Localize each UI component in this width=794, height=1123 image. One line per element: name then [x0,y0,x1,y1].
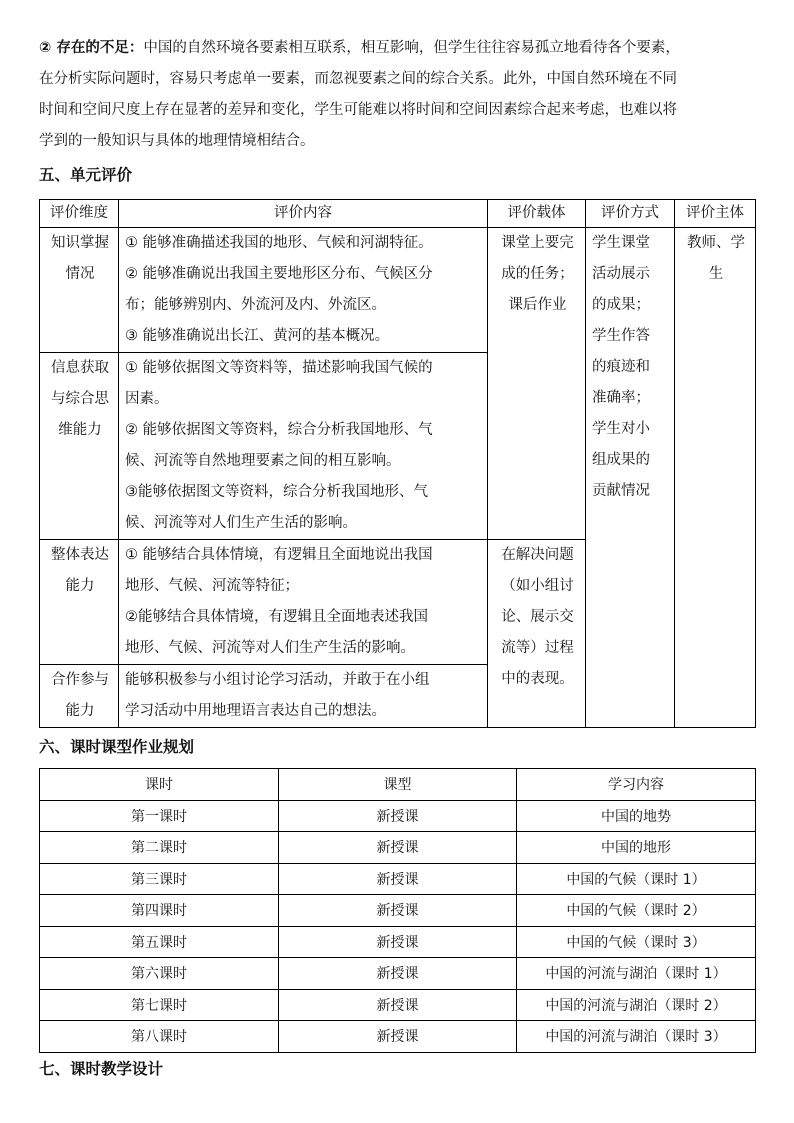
period-cell: 第三课时 [40,863,279,895]
period-cell: 第七课时 [40,989,279,1021]
column-header: 学习内容 [517,769,756,801]
table-row [40,1021,756,1053]
dimension-cell: 合作参与 能力 [40,665,119,728]
section-heading-lesson-plan: 六、课时课型作业规划 [39,738,195,756]
column-header: 评价方式 [586,200,675,228]
paragraph-line: 时间和空间尺度上存在显著的差异和变化，学生可能难以将时间和空间因素综合起来考虑，也难以将 [39,102,677,118]
paragraph-line: ② 存在的不足：中国的自然环境各要素相互联系，相互影响，但学生往往容易孤立地看待各个要素， [39,40,680,56]
lesson-type-cell: 新授课 [279,895,517,927]
lesson-type-cell: 新授课 [279,800,517,832]
table-row [40,926,756,958]
table-row [40,863,756,895]
table-row [40,228,756,353]
section-heading-unit-evaluation: 五、单元评价 [39,166,133,184]
lesson-plan-table [39,768,756,1053]
dimension-cell: 信息获取 与综合思 维能力 [40,353,119,540]
content-cell: ① 能够准确描述我国的地形、气候和河湖特征。 ② 能够准确说出我国主要地形区分布、气候区分 布；能够辨别内、外流河及内、外流区。 ③ 能够准确说出长江、黄河的基本概况。 [119,228,488,353]
content-cell: 中国的河流与湖泊（课时 2） [517,989,756,1021]
shortcomings-paragraph [39,33,761,157]
dimension-cell: 知识掌握 情况 [40,228,119,353]
column-header: 评价载体 [488,200,586,228]
content-cell: ① 能够结合具体情境，有逻辑且全面地说出我国 地形、气候、河流等特征； ②能够结合具体情境，有逻辑且全面地表述我国 地形、气候、河流等对人们生产生活的影响。 [119,540,488,665]
content-cell: 中国的气候（课时 1） [517,863,756,895]
content-cell: 中国的河流与湖泊（课时 3） [517,1021,756,1053]
column-header: 评价主体 [675,200,756,228]
table-row [40,895,756,927]
dimension-cell: 整体表达 能力 [40,540,119,665]
lesson-type-cell: 新授课 [279,989,517,1021]
column-header: 评价维度 [40,200,119,228]
period-cell: 第一课时 [40,800,279,832]
method-cell: 学生课堂 活动展示 的成果； 学生作答 的痕迹和 准确率； 学生对小 组成果的 贡献情况 [586,228,675,728]
content-cell: 中国的地形 [517,832,756,864]
period-cell: 第六课时 [40,958,279,990]
lesson-type-cell: 新授课 [279,832,517,864]
unit-evaluation-table [39,199,756,728]
column-header: 课型 [279,769,517,801]
column-header: 评价内容 [119,200,488,228]
content-cell: 中国的地势 [517,800,756,832]
period-cell: 第五课时 [40,926,279,958]
lesson-type-cell: 新授课 [279,958,517,990]
subject-cell: 教师、学 生 [675,228,756,728]
content-cell: 能够积极参与小组讨论学习活动，并敢于在小组 学习活动中用地理语言表达自己的想法。 [119,665,488,728]
table-row [40,989,756,1021]
paragraph-line: 学到的一般知识与具体的地理情境相结合。 [39,133,315,149]
content-cell: ① 能够依据图文等资料等，描述影响我国气候的 因素。 ② 能够依据图文等资料，综合分析我国地形、气 候、河流等自然地理要素之间的相互影响。 ③能够依据图文等资料，综合分析我国地形、气 候、河流等对人们生产生活的影响。 [119,353,488,540]
lesson-type-cell: 新授课 [279,926,517,958]
period-cell: 第八课时 [40,1021,279,1053]
table-header-row [40,769,756,801]
lesson-type-cell: 新授课 [279,1021,517,1053]
content-cell: 中国的气候（课时 3） [517,926,756,958]
lesson-type-cell: 新授课 [279,863,517,895]
period-cell: 第二课时 [40,832,279,864]
carrier-cell: 在解决问题 （如小组讨 论、展示交 流等）过程 中的表现。 [488,540,586,728]
column-header: 课时 [40,769,279,801]
paragraph-lead: ② 存在的不足： [39,40,144,56]
table-row [40,832,756,864]
period-cell: 第四课时 [40,895,279,927]
table-row [40,800,756,832]
table-row [40,958,756,990]
section-heading-lesson-design: 七、课时教学设计 [39,1060,164,1078]
paragraph-line: 在分析实际问题时，容易只考虑单一要素，而忽视要素之间的综合关系。此外，中国自然环境在不同 [39,71,677,87]
table-header-row [40,200,756,228]
content-cell: 中国的河流与湖泊（课时 1） [517,958,756,990]
carrier-cell: 课堂上要完 成的任务； 课后作业 [488,228,586,540]
content-cell: 中国的气候（课时 2） [517,895,756,927]
